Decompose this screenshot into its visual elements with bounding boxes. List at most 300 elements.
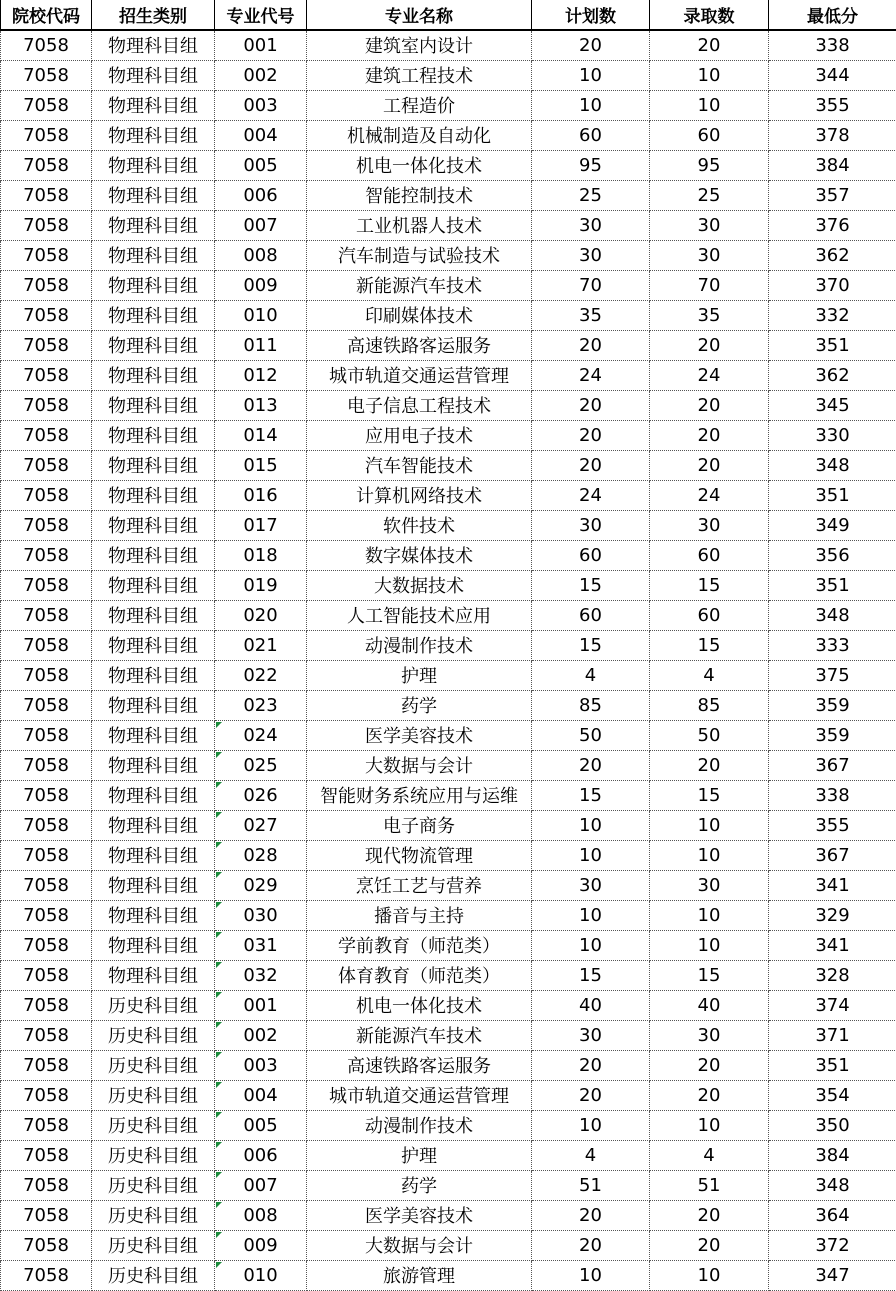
cell-major-code[interactable]: 024: [215, 720, 307, 750]
cell-category[interactable]: 物理科目组: [92, 750, 215, 780]
cell-plan[interactable]: 20: [532, 1230, 650, 1260]
cell-min-score[interactable]: 341: [769, 870, 896, 900]
cell-major-code[interactable]: 018: [215, 540, 307, 570]
cell-major-name[interactable]: 护理: [307, 660, 532, 690]
cell-major-code[interactable]: 015: [215, 450, 307, 480]
cell-admitted[interactable]: 30: [650, 870, 769, 900]
cell-major-name[interactable]: 电子商务: [307, 810, 532, 840]
cell-major-code[interactable]: 014: [215, 420, 307, 450]
col-header-plan[interactable]: 计划数: [532, 0, 650, 30]
cell-plan[interactable]: 10: [532, 900, 650, 930]
cell-major-name[interactable]: 城市轨道交通运营管理: [307, 1080, 532, 1110]
cell-major-code[interactable]: 022: [215, 660, 307, 690]
cell-admitted[interactable]: 30: [650, 1020, 769, 1050]
cell-major-code[interactable]: 031: [215, 930, 307, 960]
cell-admitted[interactable]: 24: [650, 480, 769, 510]
cell-category[interactable]: 物理科目组: [92, 180, 215, 210]
cell-school-code[interactable]: 7058: [1, 60, 92, 90]
cell-school-code[interactable]: 7058: [1, 180, 92, 210]
cell-major-code[interactable]: 003: [215, 90, 307, 120]
cell-major-code[interactable]: 011: [215, 330, 307, 360]
cell-admitted[interactable]: 50: [650, 720, 769, 750]
cell-min-score[interactable]: 384: [769, 1140, 896, 1170]
cell-category[interactable]: 历史科目组: [92, 1170, 215, 1200]
cell-major-name[interactable]: 计算机网络技术: [307, 480, 532, 510]
cell-major-code[interactable]: 030: [215, 900, 307, 930]
cell-major-name[interactable]: 机电一体化技术: [307, 150, 532, 180]
cell-school-code[interactable]: 7058: [1, 210, 92, 240]
cell-min-score[interactable]: 378: [769, 120, 896, 150]
cell-min-score[interactable]: 338: [769, 30, 896, 60]
cell-major-name[interactable]: 数字媒体技术: [307, 540, 532, 570]
cell-major-name[interactable]: 现代物流管理: [307, 840, 532, 870]
cell-school-code[interactable]: 7058: [1, 930, 92, 960]
cell-admitted[interactable]: 15: [650, 960, 769, 990]
cell-school-code[interactable]: 7058: [1, 540, 92, 570]
cell-category[interactable]: 物理科目组: [92, 540, 215, 570]
cell-school-code[interactable]: 7058: [1, 1200, 92, 1230]
cell-admitted[interactable]: 30: [650, 510, 769, 540]
cell-major-code[interactable]: 007: [215, 210, 307, 240]
cell-category[interactable]: 物理科目组: [92, 810, 215, 840]
cell-admitted[interactable]: 10: [650, 60, 769, 90]
cell-admitted[interactable]: 30: [650, 240, 769, 270]
cell-major-name[interactable]: 体育教育（师范类）: [307, 960, 532, 990]
cell-plan[interactable]: 10: [532, 840, 650, 870]
cell-school-code[interactable]: 7058: [1, 360, 92, 390]
cell-min-score[interactable]: 341: [769, 930, 896, 960]
cell-major-code[interactable]: 010: [215, 300, 307, 330]
cell-major-name[interactable]: 学前教育（师范类）: [307, 930, 532, 960]
cell-major-name[interactable]: 大数据技术: [307, 570, 532, 600]
cell-school-code[interactable]: 7058: [1, 600, 92, 630]
cell-min-score[interactable]: 371: [769, 1020, 896, 1050]
cell-major-name[interactable]: 新能源汽车技术: [307, 270, 532, 300]
cell-category[interactable]: 物理科目组: [92, 390, 215, 420]
cell-major-code[interactable]: 002: [215, 60, 307, 90]
cell-plan[interactable]: 60: [532, 540, 650, 570]
cell-min-score[interactable]: 355: [769, 810, 896, 840]
cell-category[interactable]: 物理科目组: [92, 600, 215, 630]
cell-major-name[interactable]: 应用电子技术: [307, 420, 532, 450]
cell-school-code[interactable]: 7058: [1, 690, 92, 720]
cell-category[interactable]: 物理科目组: [92, 420, 215, 450]
cell-major-name[interactable]: 医学美容技术: [307, 1200, 532, 1230]
cell-school-code[interactable]: 7058: [1, 1110, 92, 1140]
cell-plan[interactable]: 15: [532, 780, 650, 810]
cell-admitted[interactable]: 35: [650, 300, 769, 330]
cell-min-score[interactable]: 374: [769, 990, 896, 1020]
cell-major-code[interactable]: 023: [215, 690, 307, 720]
cell-admitted[interactable]: 85: [650, 690, 769, 720]
cell-category[interactable]: 物理科目组: [92, 240, 215, 270]
cell-admitted[interactable]: 15: [650, 780, 769, 810]
cell-school-code[interactable]: 7058: [1, 510, 92, 540]
cell-admitted[interactable]: 20: [650, 750, 769, 780]
cell-major-name[interactable]: 烹饪工艺与营养: [307, 870, 532, 900]
cell-plan[interactable]: 20: [532, 390, 650, 420]
col-header-school-code[interactable]: 院校代码: [1, 0, 92, 30]
cell-min-score[interactable]: 355: [769, 90, 896, 120]
cell-school-code[interactable]: 7058: [1, 1140, 92, 1170]
cell-plan[interactable]: 70: [532, 270, 650, 300]
cell-plan[interactable]: 20: [532, 1050, 650, 1080]
cell-category[interactable]: 物理科目组: [92, 90, 215, 120]
cell-school-code[interactable]: 7058: [1, 240, 92, 270]
cell-major-code[interactable]: 016: [215, 480, 307, 510]
cell-major-name[interactable]: 播音与主持: [307, 900, 532, 930]
cell-category[interactable]: 物理科目组: [92, 960, 215, 990]
cell-school-code[interactable]: 7058: [1, 1170, 92, 1200]
cell-major-code[interactable]: 006: [215, 1140, 307, 1170]
cell-admitted[interactable]: 20: [650, 420, 769, 450]
cell-category[interactable]: 物理科目组: [92, 150, 215, 180]
cell-admitted[interactable]: 20: [650, 1080, 769, 1110]
cell-min-score[interactable]: 354: [769, 1080, 896, 1110]
cell-school-code[interactable]: 7058: [1, 810, 92, 840]
cell-admitted[interactable]: 10: [650, 900, 769, 930]
cell-major-code[interactable]: 025: [215, 750, 307, 780]
cell-major-code[interactable]: 006: [215, 180, 307, 210]
cell-admitted[interactable]: 4: [650, 1140, 769, 1170]
cell-plan[interactable]: 20: [532, 330, 650, 360]
cell-plan[interactable]: 20: [532, 750, 650, 780]
cell-plan[interactable]: 15: [532, 570, 650, 600]
cell-category[interactable]: 历史科目组: [92, 1020, 215, 1050]
cell-major-name[interactable]: 高速铁路客运服务: [307, 1050, 532, 1080]
cell-major-code[interactable]: 008: [215, 240, 307, 270]
cell-plan[interactable]: 40: [532, 990, 650, 1020]
cell-school-code[interactable]: 7058: [1, 1050, 92, 1080]
cell-plan[interactable]: 4: [532, 660, 650, 690]
cell-school-code[interactable]: 7058: [1, 1230, 92, 1260]
cell-plan[interactable]: 30: [532, 240, 650, 270]
col-header-min-score[interactable]: 最低分: [769, 0, 896, 30]
cell-min-score[interactable]: 362: [769, 360, 896, 390]
cell-category[interactable]: 物理科目组: [92, 450, 215, 480]
cell-category[interactable]: 历史科目组: [92, 1260, 215, 1290]
cell-admitted[interactable]: 95: [650, 150, 769, 180]
cell-category[interactable]: 历史科目组: [92, 1200, 215, 1230]
cell-major-code[interactable]: 010: [215, 1260, 307, 1290]
cell-min-score[interactable]: 338: [769, 780, 896, 810]
cell-category[interactable]: 物理科目组: [92, 300, 215, 330]
cell-major-code[interactable]: 001: [215, 30, 307, 60]
cell-plan[interactable]: 10: [532, 930, 650, 960]
cell-plan[interactable]: 10: [532, 60, 650, 90]
cell-major-code[interactable]: 013: [215, 390, 307, 420]
cell-min-score[interactable]: 376: [769, 210, 896, 240]
cell-major-code[interactable]: 001: [215, 990, 307, 1020]
cell-category[interactable]: 物理科目组: [92, 780, 215, 810]
cell-min-score[interactable]: 362: [769, 240, 896, 270]
cell-admitted[interactable]: 10: [650, 1110, 769, 1140]
cell-major-name[interactable]: 大数据与会计: [307, 1230, 532, 1260]
cell-plan[interactable]: 60: [532, 120, 650, 150]
cell-plan[interactable]: 95: [532, 150, 650, 180]
cell-min-score[interactable]: 348: [769, 600, 896, 630]
cell-major-code[interactable]: 004: [215, 1080, 307, 1110]
cell-min-score[interactable]: 351: [769, 570, 896, 600]
cell-category[interactable]: 物理科目组: [92, 900, 215, 930]
cell-admitted[interactable]: 20: [650, 330, 769, 360]
cell-school-code[interactable]: 7058: [1, 480, 92, 510]
cell-major-name[interactable]: 工业机器人技术: [307, 210, 532, 240]
cell-admitted[interactable]: 60: [650, 600, 769, 630]
cell-plan[interactable]: 10: [532, 1110, 650, 1140]
cell-admitted[interactable]: 70: [650, 270, 769, 300]
cell-category[interactable]: 物理科目组: [92, 480, 215, 510]
cell-school-code[interactable]: 7058: [1, 390, 92, 420]
cell-category[interactable]: 物理科目组: [92, 690, 215, 720]
cell-min-score[interactable]: 328: [769, 960, 896, 990]
cell-major-name[interactable]: 人工智能技术应用: [307, 600, 532, 630]
cell-min-score[interactable]: 347: [769, 1260, 896, 1290]
cell-admitted[interactable]: 30: [650, 210, 769, 240]
cell-admitted[interactable]: 20: [650, 30, 769, 60]
cell-min-score[interactable]: 367: [769, 750, 896, 780]
cell-min-score[interactable]: 359: [769, 720, 896, 750]
cell-min-score[interactable]: 367: [769, 840, 896, 870]
cell-plan[interactable]: 24: [532, 360, 650, 390]
cell-admitted[interactable]: 10: [650, 930, 769, 960]
cell-admitted[interactable]: 24: [650, 360, 769, 390]
cell-school-code[interactable]: 7058: [1, 90, 92, 120]
cell-plan[interactable]: 10: [532, 90, 650, 120]
cell-min-score[interactable]: 359: [769, 690, 896, 720]
cell-major-name[interactable]: 药学: [307, 690, 532, 720]
cell-major-code[interactable]: 008: [215, 1200, 307, 1230]
cell-major-code[interactable]: 027: [215, 810, 307, 840]
cell-major-code[interactable]: 012: [215, 360, 307, 390]
cell-school-code[interactable]: 7058: [1, 420, 92, 450]
cell-school-code[interactable]: 7058: [1, 570, 92, 600]
cell-major-code[interactable]: 007: [215, 1170, 307, 1200]
cell-plan[interactable]: 35: [532, 300, 650, 330]
cell-major-name[interactable]: 动漫制作技术: [307, 1110, 532, 1140]
cell-category[interactable]: 物理科目组: [92, 870, 215, 900]
cell-plan[interactable]: 30: [532, 1020, 650, 1050]
cell-min-score[interactable]: 372: [769, 1230, 896, 1260]
cell-category[interactable]: 物理科目组: [92, 210, 215, 240]
cell-school-code[interactable]: 7058: [1, 270, 92, 300]
cell-plan[interactable]: 20: [532, 1080, 650, 1110]
cell-school-code[interactable]: 7058: [1, 900, 92, 930]
cell-major-code[interactable]: 032: [215, 960, 307, 990]
cell-major-name[interactable]: 软件技术: [307, 510, 532, 540]
cell-major-name[interactable]: 大数据与会计: [307, 750, 532, 780]
cell-plan[interactable]: 10: [532, 810, 650, 840]
cell-major-name[interactable]: 汽车制造与试验技术: [307, 240, 532, 270]
cell-admitted[interactable]: 20: [650, 1050, 769, 1080]
cell-category[interactable]: 物理科目组: [92, 30, 215, 60]
cell-major-code[interactable]: 005: [215, 150, 307, 180]
cell-admitted[interactable]: 10: [650, 840, 769, 870]
cell-major-name[interactable]: 城市轨道交通运营管理: [307, 360, 532, 390]
cell-school-code[interactable]: 7058: [1, 1260, 92, 1290]
cell-school-code[interactable]: 7058: [1, 300, 92, 330]
cell-major-name[interactable]: 新能源汽车技术: [307, 1020, 532, 1050]
cell-major-name[interactable]: 电子信息工程技术: [307, 390, 532, 420]
cell-major-code[interactable]: 009: [215, 1230, 307, 1260]
cell-plan[interactable]: 24: [532, 480, 650, 510]
cell-school-code[interactable]: 7058: [1, 450, 92, 480]
cell-admitted[interactable]: 15: [650, 630, 769, 660]
cell-admitted[interactable]: 10: [650, 810, 769, 840]
cell-min-score[interactable]: 332: [769, 300, 896, 330]
cell-category[interactable]: 历史科目组: [92, 990, 215, 1020]
cell-school-code[interactable]: 7058: [1, 120, 92, 150]
cell-major-code[interactable]: 026: [215, 780, 307, 810]
cell-school-code[interactable]: 7058: [1, 150, 92, 180]
cell-min-score[interactable]: 330: [769, 420, 896, 450]
cell-school-code[interactable]: 7058: [1, 660, 92, 690]
cell-min-score[interactable]: 333: [769, 630, 896, 660]
cell-plan[interactable]: 4: [532, 1140, 650, 1170]
cell-admitted[interactable]: 60: [650, 120, 769, 150]
cell-major-code[interactable]: 028: [215, 840, 307, 870]
cell-min-score[interactable]: 348: [769, 450, 896, 480]
cell-min-score[interactable]: 351: [769, 330, 896, 360]
cell-category[interactable]: 历史科目组: [92, 1110, 215, 1140]
cell-admitted[interactable]: 20: [650, 1200, 769, 1230]
cell-category[interactable]: 物理科目组: [92, 570, 215, 600]
cell-major-code[interactable]: 017: [215, 510, 307, 540]
cell-admitted[interactable]: 20: [650, 1230, 769, 1260]
cell-school-code[interactable]: 7058: [1, 30, 92, 60]
cell-min-score[interactable]: 349: [769, 510, 896, 540]
cell-category[interactable]: 历史科目组: [92, 1050, 215, 1080]
cell-category[interactable]: 物理科目组: [92, 630, 215, 660]
cell-category[interactable]: 物理科目组: [92, 60, 215, 90]
cell-plan[interactable]: 10: [532, 1260, 650, 1290]
cell-major-code[interactable]: 020: [215, 600, 307, 630]
cell-min-score[interactable]: 384: [769, 150, 896, 180]
cell-school-code[interactable]: 7058: [1, 1020, 92, 1050]
cell-major-name[interactable]: 机械制造及自动化: [307, 120, 532, 150]
cell-category[interactable]: 物理科目组: [92, 510, 215, 540]
cell-major-code[interactable]: 002: [215, 1020, 307, 1050]
cell-major-name[interactable]: 建筑工程技术: [307, 60, 532, 90]
col-header-admitted[interactable]: 录取数: [650, 0, 769, 30]
cell-major-name[interactable]: 旅游管理: [307, 1260, 532, 1290]
cell-major-name[interactable]: 医学美容技术: [307, 720, 532, 750]
cell-min-score[interactable]: 329: [769, 900, 896, 930]
cell-major-code[interactable]: 029: [215, 870, 307, 900]
cell-category[interactable]: 物理科目组: [92, 720, 215, 750]
cell-plan[interactable]: 15: [532, 960, 650, 990]
cell-major-code[interactable]: 021: [215, 630, 307, 660]
cell-school-code[interactable]: 7058: [1, 1080, 92, 1110]
cell-category[interactable]: 物理科目组: [92, 270, 215, 300]
cell-school-code[interactable]: 7058: [1, 990, 92, 1020]
cell-major-code[interactable]: 005: [215, 1110, 307, 1140]
col-header-major-name[interactable]: 专业名称: [307, 0, 532, 30]
cell-major-name[interactable]: 工程造价: [307, 90, 532, 120]
cell-category[interactable]: 历史科目组: [92, 1080, 215, 1110]
cell-admitted[interactable]: 10: [650, 90, 769, 120]
cell-category[interactable]: 物理科目组: [92, 840, 215, 870]
cell-major-name[interactable]: 汽车智能技术: [307, 450, 532, 480]
cell-category[interactable]: 物理科目组: [92, 930, 215, 960]
cell-school-code[interactable]: 7058: [1, 960, 92, 990]
cell-major-name[interactable]: 高速铁路客运服务: [307, 330, 532, 360]
cell-major-name[interactable]: 智能财务系统应用与运维: [307, 780, 532, 810]
cell-plan[interactable]: 20: [532, 420, 650, 450]
cell-min-score[interactable]: 351: [769, 1050, 896, 1080]
cell-min-score[interactable]: 364: [769, 1200, 896, 1230]
cell-admitted[interactable]: 51: [650, 1170, 769, 1200]
cell-admitted[interactable]: 20: [650, 450, 769, 480]
cell-min-score[interactable]: 356: [769, 540, 896, 570]
cell-admitted[interactable]: 10: [650, 1260, 769, 1290]
cell-category[interactable]: 物理科目组: [92, 330, 215, 360]
cell-admitted[interactable]: 60: [650, 540, 769, 570]
cell-category[interactable]: 物理科目组: [92, 120, 215, 150]
cell-school-code[interactable]: 7058: [1, 630, 92, 660]
cell-major-name[interactable]: 动漫制作技术: [307, 630, 532, 660]
cell-min-score[interactable]: 370: [769, 270, 896, 300]
cell-school-code[interactable]: 7058: [1, 720, 92, 750]
cell-category[interactable]: 物理科目组: [92, 660, 215, 690]
cell-school-code[interactable]: 7058: [1, 870, 92, 900]
cell-school-code[interactable]: 7058: [1, 330, 92, 360]
cell-major-code[interactable]: 003: [215, 1050, 307, 1080]
cell-major-code[interactable]: 019: [215, 570, 307, 600]
cell-min-score[interactable]: 357: [769, 180, 896, 210]
cell-min-score[interactable]: 350: [769, 1110, 896, 1140]
cell-plan[interactable]: 85: [532, 690, 650, 720]
cell-admitted[interactable]: 4: [650, 660, 769, 690]
cell-school-code[interactable]: 7058: [1, 840, 92, 870]
cell-admitted[interactable]: 25: [650, 180, 769, 210]
cell-major-name[interactable]: 智能控制技术: [307, 180, 532, 210]
cell-major-name[interactable]: 印刷媒体技术: [307, 300, 532, 330]
cell-category[interactable]: 历史科目组: [92, 1140, 215, 1170]
cell-plan[interactable]: 60: [532, 600, 650, 630]
cell-major-name[interactable]: 护理: [307, 1140, 532, 1170]
cell-major-code[interactable]: 004: [215, 120, 307, 150]
cell-major-name[interactable]: 建筑室内设计: [307, 30, 532, 60]
cell-plan[interactable]: 51: [532, 1170, 650, 1200]
col-header-major-code[interactable]: 专业代号: [215, 0, 307, 30]
cell-school-code[interactable]: 7058: [1, 780, 92, 810]
cell-plan[interactable]: 30: [532, 510, 650, 540]
cell-min-score[interactable]: 375: [769, 660, 896, 690]
cell-category[interactable]: 物理科目组: [92, 360, 215, 390]
cell-school-code[interactable]: 7058: [1, 750, 92, 780]
cell-min-score[interactable]: 345: [769, 390, 896, 420]
cell-plan[interactable]: 15: [532, 630, 650, 660]
cell-min-score[interactable]: 351: [769, 480, 896, 510]
cell-plan[interactable]: 20: [532, 450, 650, 480]
cell-major-name[interactable]: 机电一体化技术: [307, 990, 532, 1020]
cell-category[interactable]: 历史科目组: [92, 1230, 215, 1260]
col-header-category[interactable]: 招生类别: [92, 0, 215, 30]
cell-plan[interactable]: 30: [532, 870, 650, 900]
cell-plan[interactable]: 20: [532, 1200, 650, 1230]
cell-major-name[interactable]: 药学: [307, 1170, 532, 1200]
cell-admitted[interactable]: 15: [650, 570, 769, 600]
cell-plan[interactable]: 25: [532, 180, 650, 210]
cell-plan[interactable]: 50: [532, 720, 650, 750]
cell-major-code[interactable]: 009: [215, 270, 307, 300]
cell-min-score[interactable]: 344: [769, 60, 896, 90]
cell-plan[interactable]: 20: [532, 30, 650, 60]
cell-admitted[interactable]: 20: [650, 390, 769, 420]
cell-plan[interactable]: 30: [532, 210, 650, 240]
cell-min-score[interactable]: 348: [769, 1170, 896, 1200]
